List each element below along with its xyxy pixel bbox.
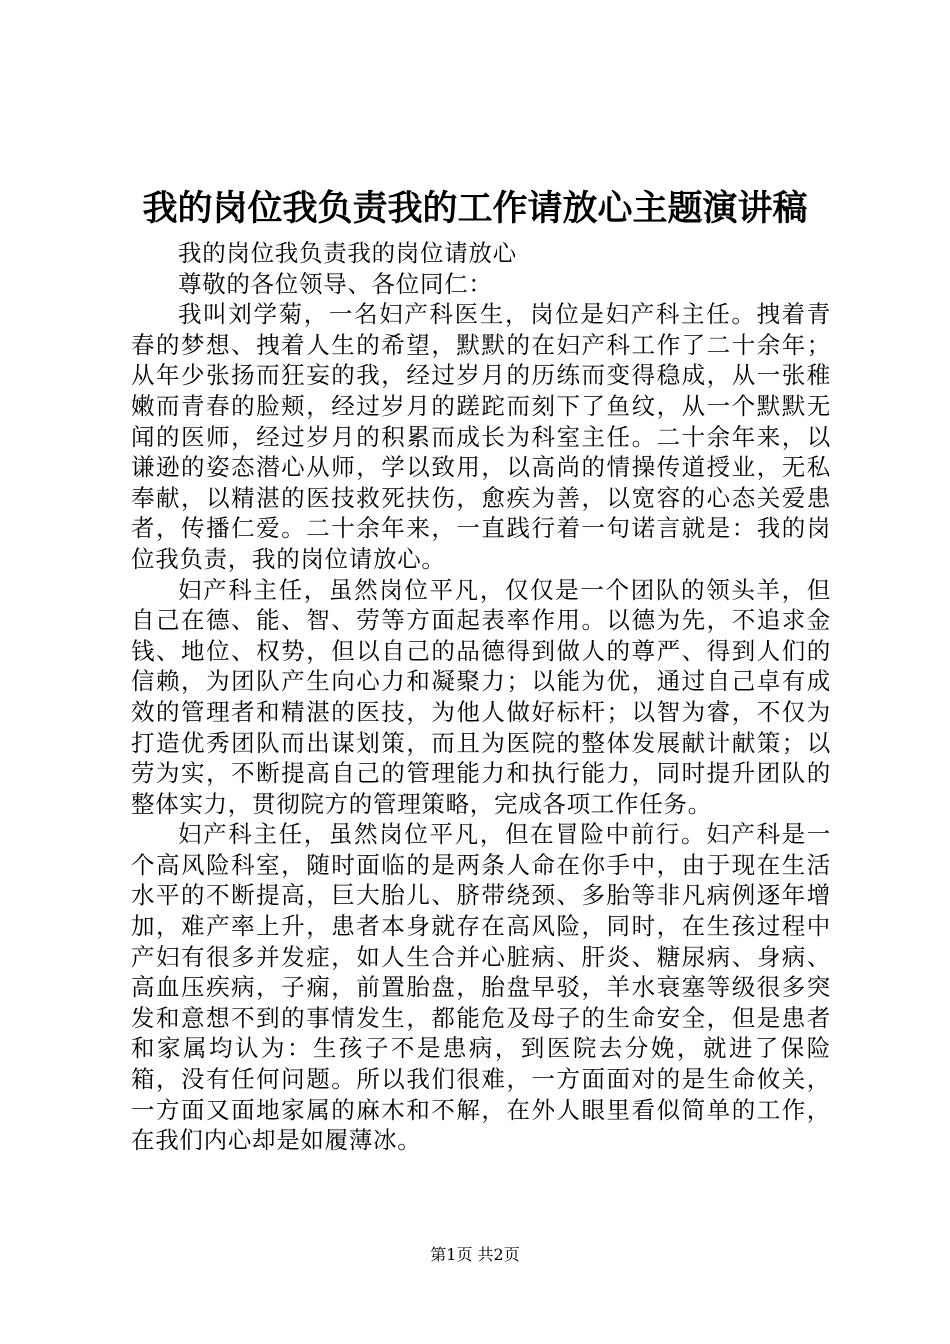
document-title: 我的岗位我负责我的工作请放心主题演讲稿	[142, 188, 808, 229]
salutation-line: 尊敬的各位领导、各位同仁：	[178, 269, 493, 298]
document-body	[131, 238, 831, 1156]
body-paragraph-3: 妇产科主任，虽然岗位平凡，但在冒险中前行。妇产科是一个高风险科室，随时面临的是两条人命在你手中，由于现在生活水平的不断提高，巨大胎儿、脐带绕颈、多胎等非凡病例逐年增加，难产率上升，患者本身就存在高风险，同时，在生孩过程中产妇有很多并发症，如人生合并心脏病、肝炎、糖尿病、身病、高血压疾病，子痫，前置胎盘，胎盘早驳，羊水衰塞等级很多突发和意想不到的事情发生，都能危及母子的生命安全，但是患者和家属均认为：生孩子不是患病，到医院去分娩，就进了保险箱，没有任何问题。所以我们很难，一方面面对的是生命攸关，一方面又面地家属的麻木和不解，在外人眼里看似简单的工作，在我们内心却是如履薄冰。	[131, 820, 831, 1155]
body-paragraph-1: 我叫刘学菊，一名妇产科医生，岗位是妇产科主任。拽着青春的梦想、拽着人生的希望，默默的在妇产科工作了二十余年；从年少张扬而狂妄的我，经过岁月的历练而变得稳成，从一张稚嫩而青春的脸颊，经过岁月的蹉跎而刻下了鱼纹，从一个默默无闻的医师，经过岁月的积累而成长为科室主任。二十余年来，以谦逊的姿态潜心从师，学以致用，以高尚的情操传道授业，无私奉献，以精湛的医技救死扶伤，愈疾为善，以宽容的心态关爱患者，传播仁爱。二十余年来，一直践行着一句诺言就是：我的岗位我负责，我的岗位请放心。	[131, 300, 831, 573]
subtitle-line: 我的岗位我负责我的岗位请放心	[178, 239, 517, 267]
page-footer-indicator: 第1页 共2页	[430, 1245, 520, 1264]
body-paragraph-2: 妇产科主任，虽然岗位平凡，仅仅是一个团队的领头羊，但自己在德、能、智、劳等方面起表率作用。以德为先，不追求金钱、地位、权势，但以自己的品德得到做人的尊严、得到人们的信赖，为团队产生向心力和凝聚力；以能为优，通过自己卓有成效的管理者和精湛的医技，为他人做好标杆；以智为睿，不仅为打造优秀团队而出谋划策，而且为医院的整体发展献计献策；以劳为实，不断提高自己的管理能力和执行能力，同时提升团队的整体实力，贯彻院方的管理策略，完成各项工作任务。	[131, 575, 831, 818]
